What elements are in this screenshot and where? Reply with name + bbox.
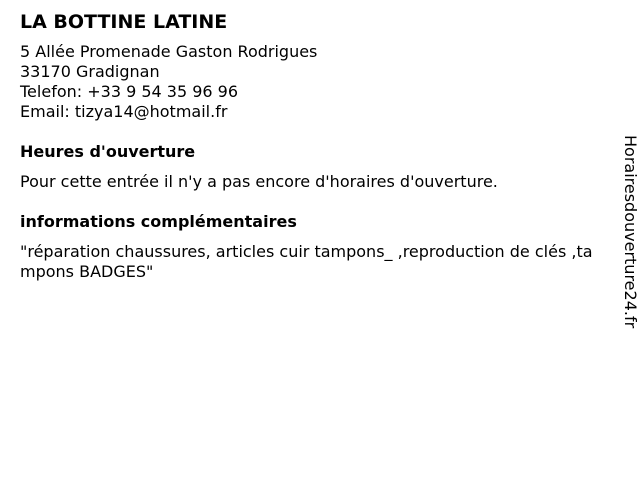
site-watermark: Horairesdouverture24.fr	[621, 135, 640, 329]
business-name: LA BOTTINE LATINE	[20, 11, 228, 33]
hours-text: Pour cette entrée il n'y a pas encore d'horaires d'ouverture.	[20, 172, 498, 191]
hours-heading: Heures d'ouverture	[20, 142, 196, 161]
email-line: Email: tizya14@hotmail.fr	[20, 102, 228, 121]
info-heading: informations complémentaires	[20, 212, 297, 231]
address-line-2: 33170 Gradignan	[20, 62, 160, 81]
business-card	[20, 10, 595, 282]
info-text: "réparation chaussures, articles cuir tampons_ ,reproduction de clés ,tampons BADGES"	[20, 242, 593, 281]
phone-line: Telefon: +33 9 54 35 96 96	[20, 82, 239, 101]
address-line-1: 5 Allée Promenade Gaston Rodrigues	[20, 42, 318, 61]
